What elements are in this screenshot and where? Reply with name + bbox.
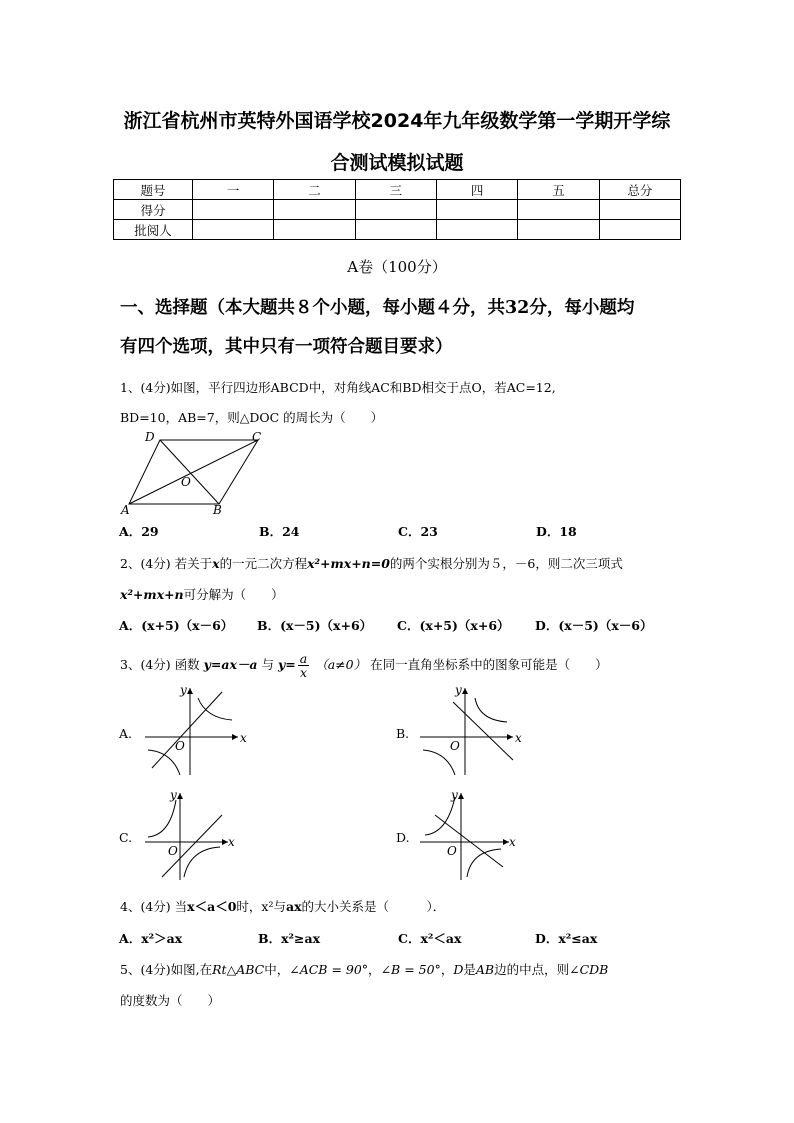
q2-option-a[interactable]: A．(x+5)（x－6） [119,618,234,633]
q3-option-b[interactable]: B. [396,726,410,741]
linear-graph [152,692,222,768]
q3-function-linear: y=ax－a [203,657,258,672]
hyperbola-branch [148,800,176,837]
label-d: D [145,430,155,444]
q5-segment-ab: AB [475,962,495,977]
q4-option-d[interactable]: D．x²≤ax [535,931,598,946]
x-axis-arrow [507,734,513,740]
x-axis-arrow [232,734,238,740]
hyperbola-branch [425,797,455,835]
score-cell[interactable] [193,200,274,220]
hyperbola-branch [467,849,501,877]
q1-option-b[interactable]: B．24 [259,524,300,539]
q4-text [120,897,445,915]
q3-option-a[interactable]: A. [119,726,133,741]
q4-text-part: 4、(4分) 当 [120,899,188,914]
y-axis-arrow [177,793,183,799]
hyperbola-branch [184,847,220,877]
q5-triangle: Rt△ABC [212,962,265,977]
grader-row-label: 批阅人 [114,220,193,240]
grader-row [114,220,681,240]
q2-option-d[interactable]: D．(x－5)（x－6） [535,618,653,633]
q5-text-line2: 的度数为（ ） [120,993,221,1008]
q3-fraction [298,652,309,679]
grader-cell[interactable] [355,220,436,240]
q5-text-part: ， [368,962,381,977]
q5-text-part: 边的中点， [494,962,557,977]
q5-point-d: D [453,962,464,977]
q3-function-inverse-lhs: y= [278,657,296,672]
hyperbola-branch [198,698,232,720]
x-label: x [509,835,516,849]
score-row [114,200,681,220]
q3-text-prefix: 3、(4分) 函数 [120,657,200,672]
q2-text-line1 [120,554,623,572]
q5-angle-acb: ∠ACB = 90° [289,962,369,977]
q2-equation: x²+mx+n=0 [307,556,390,571]
score-cell[interactable] [274,200,355,220]
table-header-cell: 三 [355,180,436,200]
y-label: y [170,788,177,802]
origin-label: O [175,739,185,753]
q4-text-part: 的大小关系是（ ）． [301,899,446,914]
y-label: y [180,683,187,697]
x-label: x [515,731,522,745]
table-header-cell: 题号 [114,180,193,200]
x-label: x [240,731,247,745]
hyperbola-branch [423,750,455,775]
q4-option-c[interactable]: C．x²＜ax [398,931,462,946]
grader-cell[interactable] [436,220,517,240]
q5-text-line1 [120,960,608,978]
label-o: O [181,475,191,489]
score-cell[interactable] [355,200,436,220]
q4-text-part: 与 [273,899,286,914]
score-cell[interactable] [436,200,517,220]
y-axis-arrow [462,688,468,694]
q2-text-line2 [120,585,284,603]
hyperbola-branch [148,750,180,775]
page-title-line2: 合测试模拟试题 [330,152,464,174]
q3-graph-a [140,680,250,780]
q1-option-c[interactable]: C．23 [398,524,438,539]
q3-condition: （a≠0） [315,657,367,672]
q2-text: 可分解为（ ） [183,587,284,602]
q5-angle-cdb: ∠CDB [569,962,609,977]
q4-condition: x＜a＜0 [187,899,237,914]
q3-graph-c [140,785,250,885]
q3-graph-d [415,785,525,885]
q3-text-mid: 与 [261,657,275,672]
q3-fraction-denominator: x [299,665,307,680]
page-title-line1: 浙江省杭州市英特外国语学校2024年九年级数学第一学期开学综 [123,110,671,132]
volume-heading: A卷（100分） [347,258,447,276]
score-table [113,179,681,240]
score-cell[interactable] [599,200,680,220]
y-axis-arrow [458,793,464,799]
label-b: B [213,503,222,517]
origin-label: O [450,739,460,753]
q2-text: 的一元二次方程 [219,556,308,571]
q2-text: 2、(4分) 若关于 [120,556,213,571]
q5-text-part: 是 [463,962,476,977]
hyperbola-branch [475,698,507,722]
grader-cell[interactable] [518,220,599,240]
q3-option-d[interactable]: D. [396,830,410,845]
table-header-cell: 一 [193,180,274,200]
q4-option-a[interactable]: A．x²＞ax [119,931,183,946]
section-heading-line1: 一、选择题（本大题共８个小题，每小题４分，共32分，每小题均 [120,298,635,318]
q3-option-c[interactable]: C. [119,830,133,845]
q3-text-suffix: 在同一直角坐标系中的图象可能是（ ） [370,657,608,672]
q2-text: 的两个实根分别为５，－6，则二次三项式 [389,556,623,571]
q2-variable: x [212,556,220,571]
q3-graph-b [415,680,525,780]
score-row-label: 得分 [114,200,193,220]
q2-expression: x²+mx+n [120,587,184,602]
grader-cell[interactable] [274,220,355,240]
label-a: A [121,503,130,517]
q4-option-b[interactable]: B．x²≥ax [258,931,321,946]
grader-cell[interactable] [193,220,274,240]
q4-ax: ax [285,899,302,914]
table-header-cell: 二 [274,180,355,200]
q3-fraction-numerator: a [299,651,308,666]
linear-graph [453,702,513,760]
y-label: y [451,788,458,802]
score-table-header-row [114,180,681,200]
q5-text-part: ， [440,962,454,977]
x-label: x [228,835,235,849]
q5-angle-b: ∠B = 50° [380,962,441,977]
y-label: y [455,683,462,697]
origin-label: O [168,844,178,858]
q5-text-part: 则 [556,962,570,977]
table-header-cell: 总分 [599,180,680,200]
table-header-cell: 四 [436,180,517,200]
q5-text-part: 5、(4分)如图,在 [120,962,213,977]
score-cell[interactable] [518,200,599,220]
section-heading-line2: 有四个选项，其中只有一项符合题目要求） [120,337,453,357]
q1-parallelogram-figure [115,428,275,518]
label-c: C [252,430,262,444]
table-header-cell: 五 [518,180,599,200]
q2-option-b[interactable]: B．(x－5)（x+6） [257,618,373,633]
q4-text-part: 时， [236,899,262,914]
q3-text [120,652,608,679]
q1-text-line2: BD=10，AB=7，则△DOC 的周长为（ ） [120,410,384,425]
y-axis-arrow [187,688,193,694]
diagonal-bd [160,440,219,504]
q2-option-c[interactable]: C．(x+5)（x+6） [397,618,510,633]
grader-cell[interactable] [599,220,680,240]
q5-text-part: 中， [264,962,290,977]
q1-option-d[interactable]: D．18 [536,524,577,539]
q1-option-a[interactable]: A．29 [119,524,159,539]
origin-label: O [447,844,457,858]
q4-x-squared: x² [261,899,274,914]
q1-text-line1: 1、(4分)如图，平行四边形ABCD中，对角线AC和BD相交于点O，若AC=12, [120,380,556,395]
